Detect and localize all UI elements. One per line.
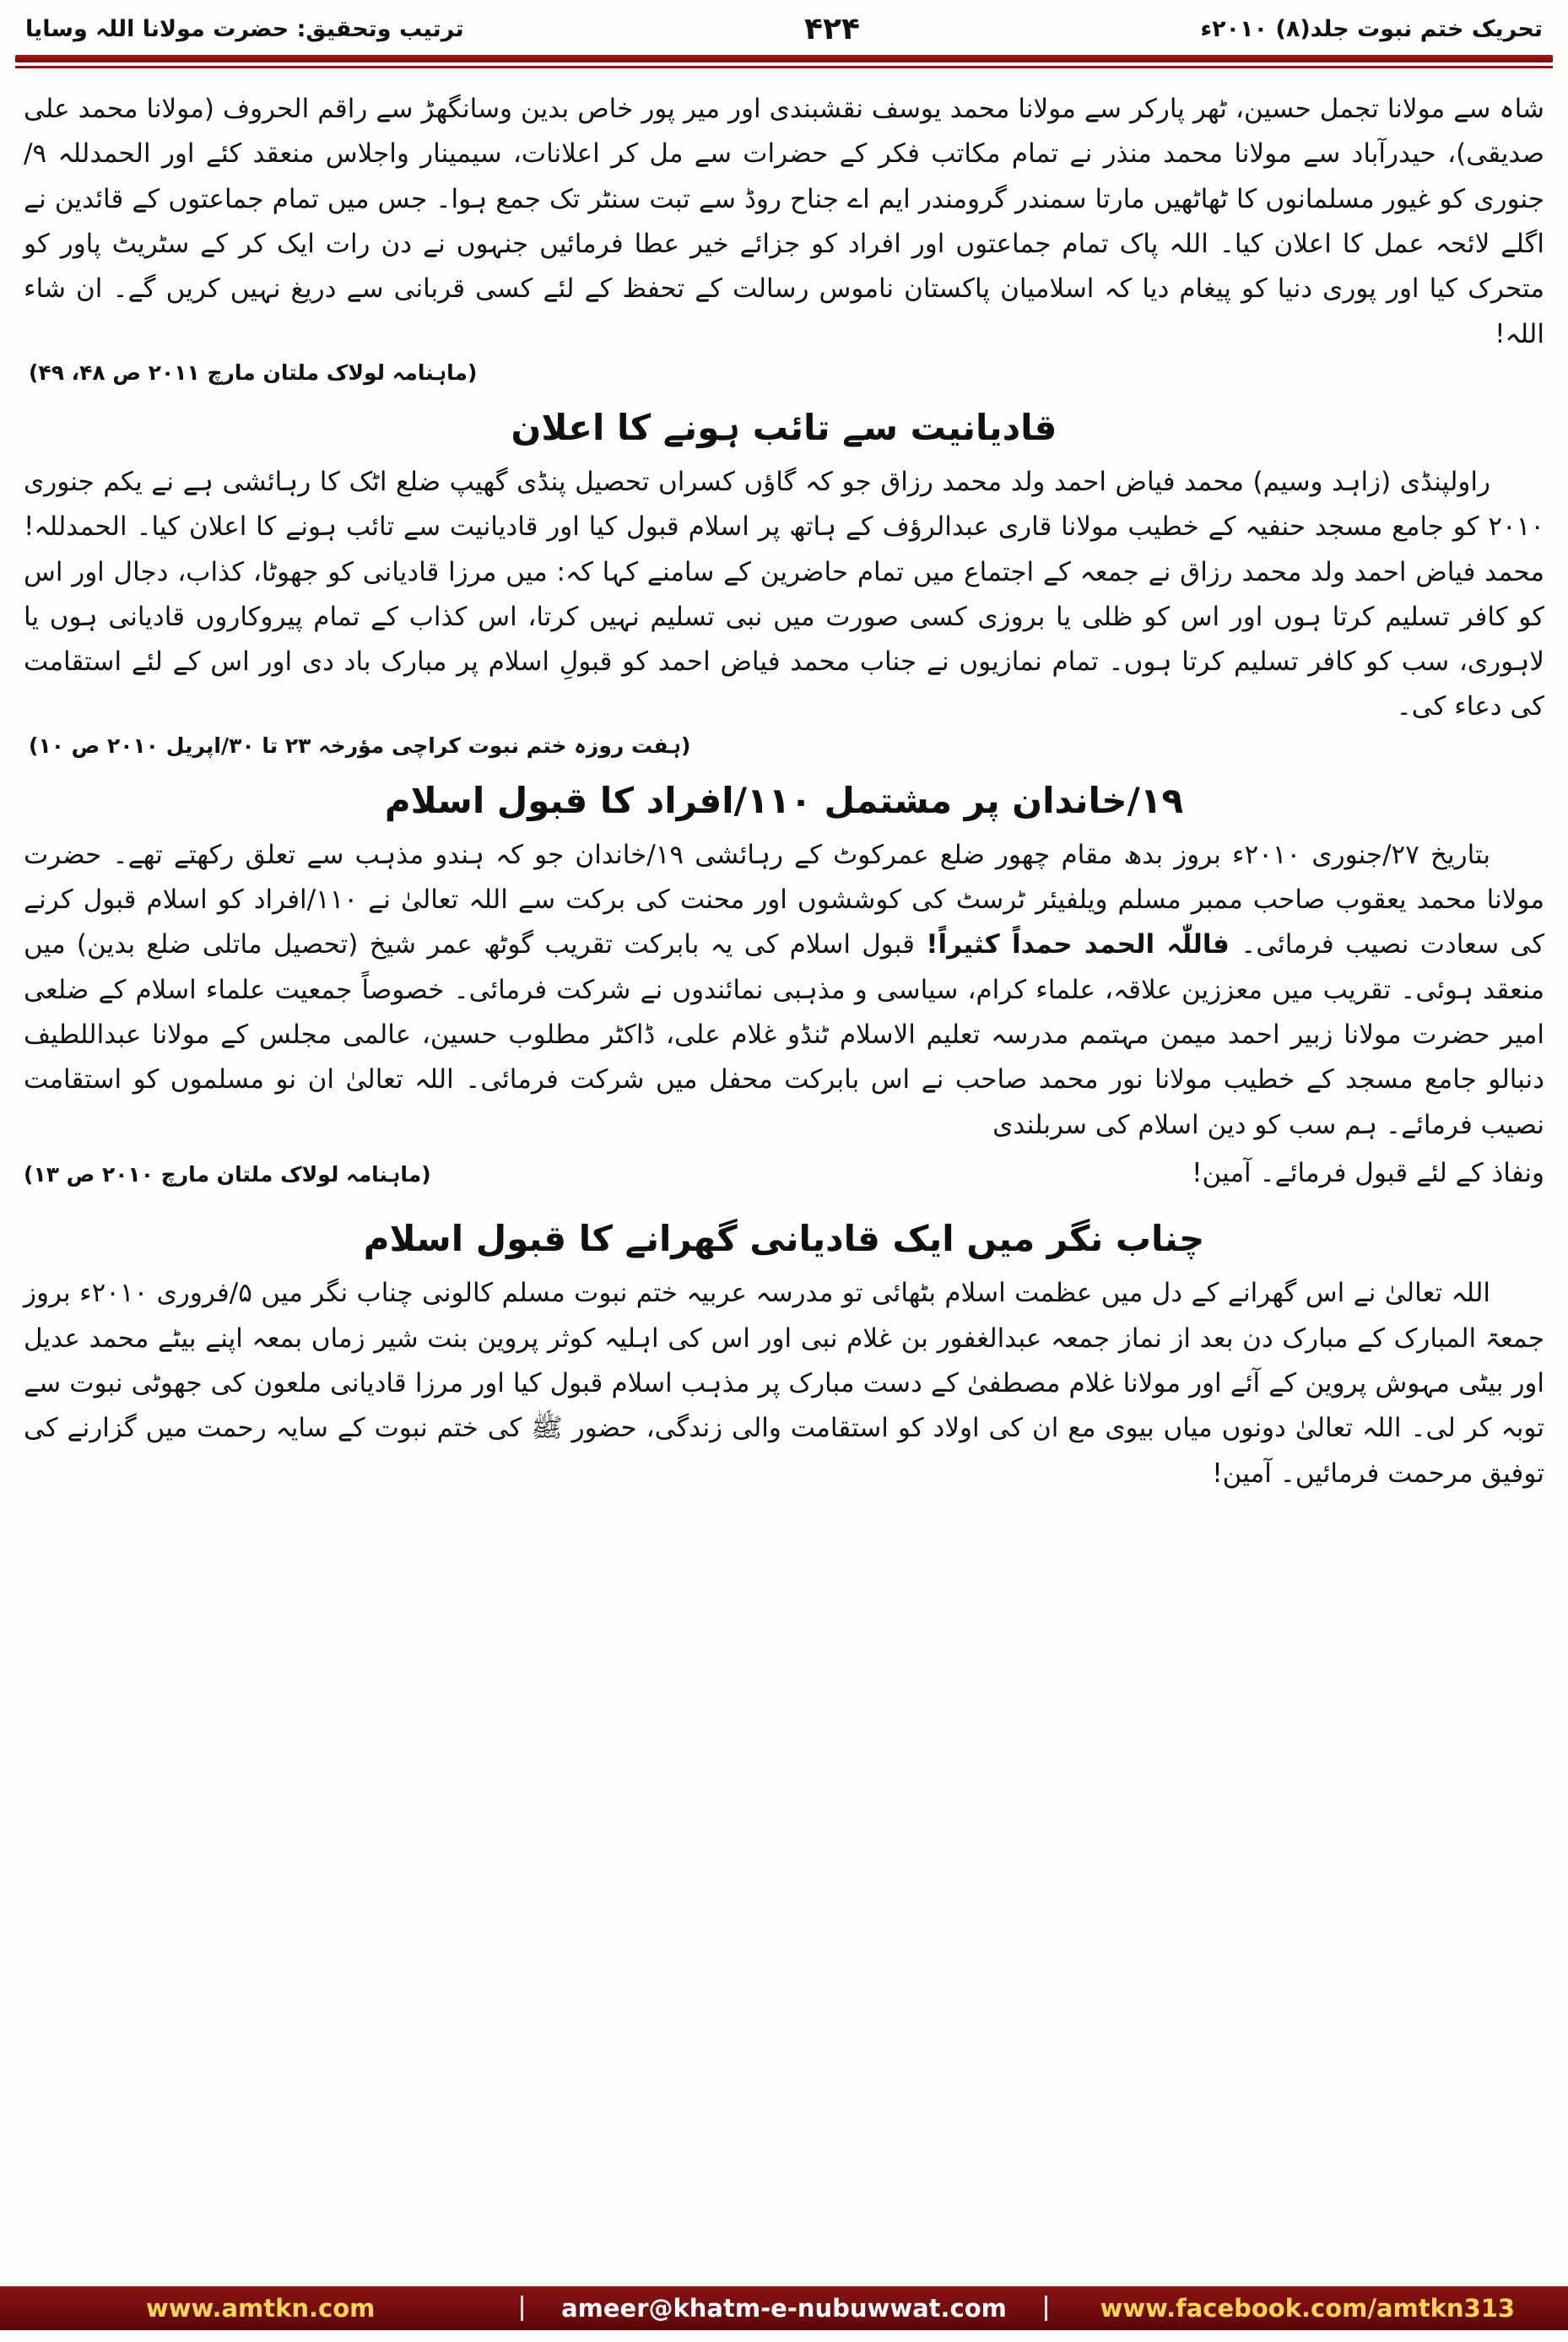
section-citation-110-afraad: (ماہنامہ لولاک ملتان مارچ ۲۰۱۰ ص ۱۳)	[24, 1161, 431, 1187]
divider-thick-line	[15, 55, 1553, 62]
footer-facebook-text: www.facebook.com/amtkn313	[1100, 2294, 1516, 2323]
section-paragraph-taib: راولپنڈی (زاہد وسیم) محمد فیاض احمد ولد محمد رزاق جو کہ گاؤں کسراں تحصیل پنڈی گھیپ ضلع اٹک کا رہائشی ہے نے یکم جنوری ۲۰۱۰ کو جامع مسجد حنفیہ کے خطیب مولانا قاری عبدالرؤف کے ہاتھ پر اسلام قبول کیا اور قادیانیت سے تائب ہونے کا اعلان کیا۔ الحمدللہ! محمد فیاض احمد ولد محمد رزاق نے جمعہ کے اجتماع میں تمام حاضرین کے سامنے کہا کہ: میں مرزا قادیانی کو جھوٹا، کذاب، دجال اور اس کو کافر تسلیم کرتا ہوں اور اس کو ظلی یا بروزی کسی صورت میں نبی تسلیم نہیں کرتا، اس کذاب کے تمام پیروکاروں قادیانی ہوں یا لاہوری، سب کو کافر تسلیم کرتا ہوں۔ تمام نمازیوں نے جناب محمد فیاض احمد کو قبولِ اسلام پر مبارک باد دی اور اس کے لئے استقامت کی دعاء کی۔	[24, 466, 1544, 722]
paragraph-text-after-bold: قبول اسلام کی یہ بابرکت تقریب گوٹھ عمر شیخ (تحصیل ماتلی ضلع بدین) میں منعقد ہوئی۔ تقریب میں معززین علاقہ، علماء کرام، سیاسی و مذہبی نمائندوں نے شرکت فرمائی۔ خصوصاً جمعیت علماء اسلام کے ضلعی امیر حضرت مولانا زبیر احمد میمن مہتمم مدرسہ تعلیم الاسلام ٹنڈو غلام علی، ڈاکٹر مطلوب حسین، عالمی مجلس کے مولانا عبداللطیف دنبالو جامع مسجد کے خطیب مولانا نور محمد صاحب نے اس بابرکت محفل میں شرکت فرمائی۔ اللہ تعالیٰ ان نو مسلموں کو استقامت نصیب فرمائے۔ ہم سب کو دین اسلام کی سربلندی	[24, 929, 1544, 1140]
section-heading-chenab-nagar: چناب نگر میں ایک قادیانی گھرانے کا قبول اسلام	[363, 1218, 1205, 1260]
intro-paragraph: شاہ سے مولانا تجمل حسین، ٹھر پارکر سے مولانا محمد یوسف نقشبندی اور میر پور خاص بدین وسانگھڑ سے راقم الحروف (مولانا محمد علی صدیقی)، حیدرآباد سے مولانا محمد منذر نے تمام مکاتب فکر کے حضرات سے مل کر اعلانات، سیمینار واجلاس منعقد کئے اور الحمدللہ ۹/جنوری کو غیور مسلمانوں کا ٹھاٹھیں مارتا سمندر گرومندر ایم اے جناح روڈ سے تبت سنٹر تک جمع ہوا۔ جس میں تمام جماعتوں کے قائدین نے اگلے لائحہ عمل کا اعلان کیا۔ اللہ پاک تمام جماعتوں اور افراد کو جزائے خیر عطا فرمائیں جنہوں نے دن رات ایک کر کے سٹریٹ پاور کو متحرک کیا اور پوری دنیا کو پیغام دیا کہ اسلامیان پاکستان ناموس رسالت کے تحفظ کے لئے کسی قربانی سے دریغ نہیں کریں گے۔ ان شاء اللہ!	[24, 94, 1544, 349]
section-heading-110-afraad: ۱۹/خاندان پر مشتمل ۱۱۰/افراد کا قبول اسلام	[384, 779, 1184, 821]
section-citation-taib: (ہفت روزہ ختم نبوت کراچی مؤرخہ ۲۳ تا ۳۰/اپریل ۲۰۱۰ ص ۱۰)	[29, 733, 691, 758]
paragraph-tail-text: ونفاذ کے لئے قبول فرمائے۔ آمین!	[1192, 1157, 1544, 1188]
section-paragraph-chenab-nagar: اللہ تعالیٰ نے اس گھرانے کے دل میں عظمت اسلام بٹھائی تو مدرسہ عربیہ ختم نبوت مسلم کالونی چناب نگر میں ۵/فروری ۲۰۱۰ء بروز جمعۃ المبارک کے مبارک دن بعد از نماز جمعہ عبدالغفور بن غلام نبی اور اس کی اہلیہ کوثر پروین بنت شیر زماں بمعہ اپنے بیٹے محمد عدیل اور بیٹی مہوش پروین کے آئے اور مولانا غلام مصطفیٰ کے دست مبارک پر مذہب اسلام قبول کیا اور مرزا قادیانی ملعون کی جھوٹی نبوت سے توبہ کر لی۔ اللہ تعالیٰ دونوں میاں بیوی مع ان کی اولاد کو استقامت والی زندگی، حضور ﷺ کی ختم نبوت کے سایہ رحمت میں گزارنے کی توفیق مرحمت فرمائیں۔ آمین!	[24, 1278, 1544, 1489]
arabic-praise-phrase: فاللّٰہ الحمد حمداً کثیراً!	[926, 929, 1230, 960]
volume-title: تحریک ختم نبوت جلد(۸) ۲۰۱۰ء	[1200, 16, 1543, 42]
compiler-credit: ترتیب وتحقیق: حضرت مولانا اللہ وسایا	[25, 16, 464, 42]
paragraph-text-before-bold: بتاریخ ۲۷/جنوری ۲۰۱۰ء بروز بدھ مقام چھور ضلع عمرکوٹ کے رہائشی ۱۹/خاندان جو کہ ہندو مذہب سے تعلق رکھتے تھے۔ حضرت مولانا محمد یعقوب صاحب ممبر مسلم ویلفیئر ٹرسٹ کی کوششوں اور محنت کی برکت سے اللہ تعالیٰ نے ۱۱۰/افراد کو اسلام قبول کرنے کی سعادت نصیب فرمائی۔	[24, 839, 1545, 960]
footer-email-text: ameer@khatm-e-nubuwwat.com	[561, 2294, 1007, 2323]
page-content	[0, 68, 1568, 1500]
paragraph-last-line-row	[24, 1151, 1544, 1196]
footer-bar	[0, 2286, 1568, 2330]
page-header	[0, 0, 1568, 50]
section-heading-taib-announcement: قادیانیت سے تائب ہونے کا اعلان	[511, 406, 1057, 448]
footer-website-text: www.amtkn.com	[145, 2294, 376, 2323]
section-paragraph-110-afraad	[24, 833, 1544, 1148]
page-number: ۴۲۴	[804, 12, 860, 46]
header-divider	[15, 55, 1553, 68]
intro-citation: (ماہنامہ لولاک ملتان مارچ ۲۰۱۱ ص ۴۸، ۴۹)	[29, 360, 478, 385]
